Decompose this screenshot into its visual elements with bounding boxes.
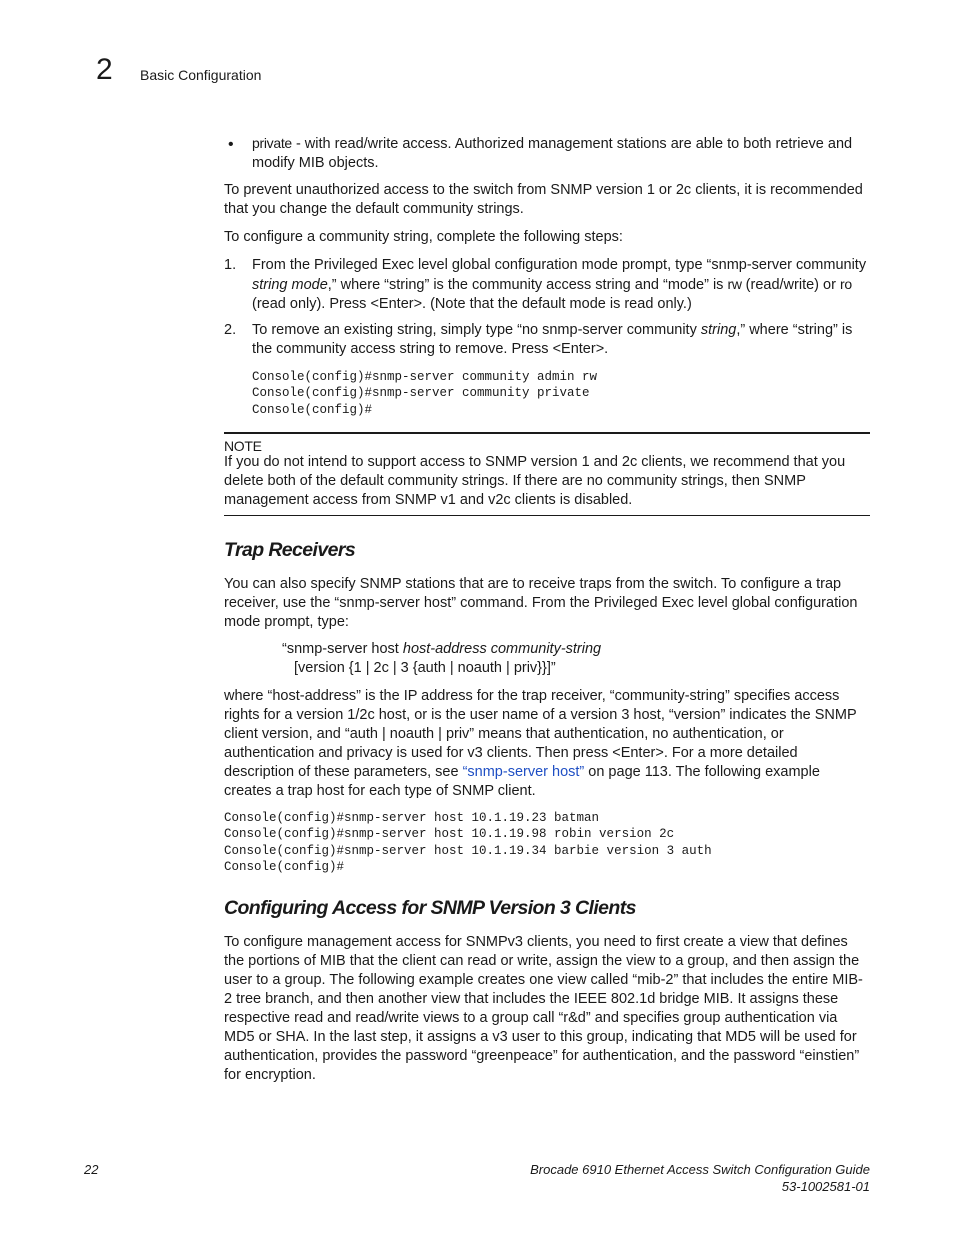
trap-intro: You can also specify SNMP stations that are to receive traps from the switch. To configure a trap receiver, use the “snmp-server host” command. From the Privileged Exec level global configuration mode prompt, type:: [224, 576, 858, 630]
trap-description: [224, 687, 870, 801]
step-text-part: To remove an existing string, simply type “no snmp-server community: [252, 322, 701, 338]
bullet-text: - with read/write access. Authorized management stations are able to both retrieve and modify MIB objects.: [252, 136, 853, 171]
step-text-part: From the Privileged Exec level global configuration mode prompt, type “snmp-server community: [252, 257, 867, 273]
chapter-number: 2: [96, 53, 113, 86]
syntax-text: “snmp-server host: [282, 641, 403, 657]
note-top-rule: [224, 432, 870, 434]
para-prevent: To prevent unauthorized access to the switch from SNMP version 1 or 2c clients, it is recommended that you change the default community strings.: [224, 182, 863, 217]
note-text: If you do not intend to support access to SNMP version 1 and 2c clients, we recommend that you delete both of the default community strings. If there are no community strings, then SNMP management access from SNMP v1 and v2c clients is disabled.: [224, 454, 846, 508]
doc-id: 53-1002581-01: [781, 1179, 870, 1194]
bullet-private: [252, 134, 870, 173]
step-number: 2.: [224, 322, 237, 338]
step-text: [252, 256, 870, 314]
step-keyword: rw: [727, 276, 742, 292]
section-heading: Trap Receivers: [224, 539, 356, 561]
syntax-emphasis: host-address community-string: [402, 641, 602, 657]
step-number: 1.: [224, 257, 237, 273]
bullet-term: private: [252, 135, 292, 151]
step-text-part: (read/write) or: [741, 277, 840, 293]
step-text-part: ,” where “string” is the community access string and “mode” is: [327, 277, 728, 293]
trap-description-text: where “host-address” is the IP address for the trap receiver, “community-string” specifies access rights for a version 1/2c host, or is the user name of a version 3 host, “version” indicates the SNMP client version, and “auth | noauth | priv” means that authentication, no authentication, or authentication and privacy is used for v3 clients. Then press <Enter>. For a more detailed description of these parameters, see: [224, 688, 857, 780]
step-text: [252, 321, 870, 359]
code-trap: Console(config)#snmp-server host 10.1.19.23 batman Console(config)#snmp-server host 10.1.19.98 robin version 2c Console(config)#snmp-server host 10.1.19.34 barbie version 3 auth Console(config)#: [224, 811, 712, 874]
v3-text: To configure management access for SNMPv3 clients, you need to first create a view that defines the portions of MIB that the client can read or write, assign the view to a group, and then assign the user to a group. The following example creates one view called “mib-2” that includes the entire MIB-2 tree branch, and then another view that includes the IEEE 802.1d bridge MIB. It assigns these respective read and read/write views to a group call “r&d” and specifies group authentication via MD5 or SHA. In the last step, it assigns a v3 user to this group, indicating that MD5 will be used for authentication, provides the password “greenpeace” for authentication, and the password “einstien” for encryption.: [224, 934, 863, 1083]
note-bottom-rule: [224, 515, 870, 516]
trap-description-text: on page 113. The following example creates a trap host for each type of SNMP client.: [224, 764, 820, 799]
step-keyword: ro: [839, 276, 852, 292]
syntax-line-2: [version {1 | 2c | 3 {auth | noauth | priv}}]”: [294, 660, 556, 676]
bullet-dot: •: [228, 136, 234, 153]
step-text-part: ,” where “string” is the community access string to remove. Press <Enter>.: [252, 322, 853, 357]
syntax-line-1: [282, 640, 601, 659]
section-heading: Configuring Access for SNMP Version 3 Clients: [224, 897, 636, 919]
footer-doc-info: [530, 1161, 870, 1195]
step-emphasis: string: [700, 322, 737, 338]
code-community: Console(config)#snmp-server community admin rw Console(config)#snmp-server community private Console(config)#: [252, 370, 598, 417]
doc-title: Brocade 6910 Ethernet Access Switch Configuration Guide: [530, 1162, 870, 1177]
note-label: NOTE: [224, 438, 262, 454]
step-emphasis: string mode: [252, 277, 328, 293]
page-number: 22: [84, 1162, 99, 1177]
snmp-server-host-link[interactable]: “snmp-server host”: [462, 764, 585, 780]
step-text-part: (read only). Press <Enter>. (Note that the default mode is read only.): [252, 296, 692, 312]
chapter-title: Basic Configuration: [140, 67, 262, 83]
para-configure: To configure a community string, complete the following steps:: [224, 229, 623, 245]
